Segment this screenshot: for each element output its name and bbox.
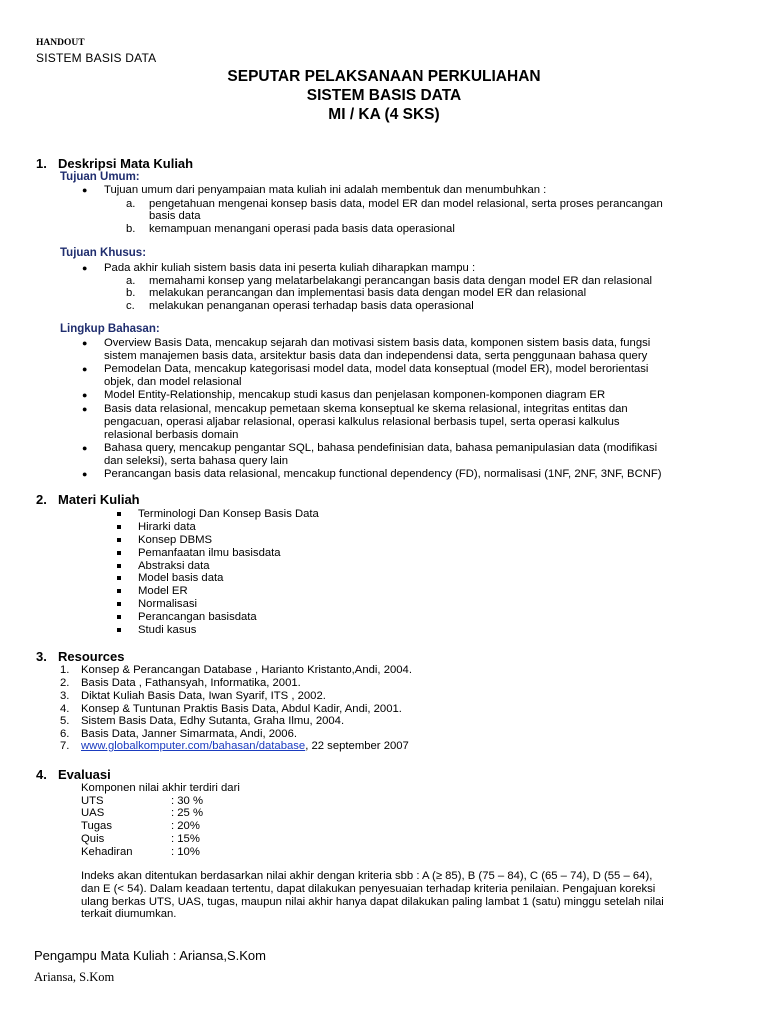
evaluasi-paragraph-line: ulang berkas UTS, UAS, tugas, maupun nilai akhir hanya dapat dilakukan paling lambat 1 (satu) minggu setelah nilai xyxy=(81,896,664,908)
resource-link-date: , 22 september 2007 xyxy=(305,740,409,752)
section-1-heading xyxy=(36,156,193,171)
doc-title-line2: SISTEM BASIS DATA xyxy=(306,87,462,104)
materi-item: Terminologi Dan Konsep Basis Data xyxy=(138,508,319,520)
bullet-icon: ● xyxy=(82,443,88,453)
resource-number: 3. xyxy=(60,690,70,702)
lingkup-item-line: Basis data relasional, mencakup pemetaan skema konseptual ke skema relasional, integritas entitas dan xyxy=(104,403,628,415)
bullet-icon: ● xyxy=(82,469,88,479)
khusus-item-text: melakukan penanganan operasi terhadap basis data operasional xyxy=(149,300,474,312)
resource-item: Konsep & Perancangan Database , Harianto Kristanto,Andi, 2004. xyxy=(81,664,412,676)
section-3-heading xyxy=(36,649,124,664)
lingkup-item-line: relasional berbasis domain xyxy=(104,429,239,441)
resource-item: Konsep & Tuntunan Praktis Basis Data, Abdul Kadir, Andi, 2001. xyxy=(81,703,402,715)
materi-item: Konsep DBMS xyxy=(138,534,213,546)
square-bullet-icon xyxy=(117,551,121,555)
evaluasi-label: UAS xyxy=(81,807,105,819)
resource-number: 1. xyxy=(60,664,70,676)
evaluasi-value: : 10% xyxy=(171,846,200,858)
bullet-icon: ● xyxy=(82,263,88,273)
evaluasi-value: : 25 % xyxy=(171,807,204,819)
square-bullet-icon xyxy=(117,564,121,568)
bullet-icon: ● xyxy=(82,185,88,195)
section-3-number: 3. xyxy=(36,649,47,664)
evaluasi-value: : 20% xyxy=(171,820,200,832)
resource-number: 6. xyxy=(60,728,70,740)
handout-label: HANDOUT xyxy=(36,38,85,48)
lingkup-item-line: dan seleksi), serta bahasa query lain xyxy=(104,455,288,467)
resource-item-link-row xyxy=(81,740,409,753)
materi-item: Normalisasi xyxy=(138,598,198,610)
bullet-icon: ● xyxy=(82,338,88,348)
section-2-number: 2. xyxy=(36,492,47,507)
evaluasi-paragraph-line: dan E (< 54). Dalam keadaan tertentu, dapat dilakukan penyesuaian terhadap kriteria penilaian. Pengajuan koreksi xyxy=(81,883,656,895)
umum-item-line: basis data xyxy=(149,210,201,222)
evaluasi-intro: Komponen nilai akhir terdiri dari xyxy=(81,782,240,794)
square-bullet-icon xyxy=(117,628,121,632)
square-bullet-icon xyxy=(117,512,121,516)
doc-title-line3: MI / KA (4 SKS) xyxy=(328,106,440,123)
materi-item: Perancangan basisdata xyxy=(138,611,257,623)
evaluasi-value: : 30 % xyxy=(171,795,204,807)
doc-title-line1: SEPUTAR PELAKSANAAN PERKULIAHAN xyxy=(227,68,541,85)
materi-item: Pemanfaatan ilmu basisdata xyxy=(138,547,281,559)
materi-item: Abstraksi data xyxy=(138,560,210,572)
bullet-icon: ● xyxy=(82,364,88,374)
evaluasi-label: Tugas xyxy=(81,820,112,832)
section-2-heading xyxy=(36,492,140,507)
section-4-number: 4. xyxy=(36,767,47,782)
umum-item-mark: a. xyxy=(126,198,136,210)
evaluasi-value: : 15% xyxy=(171,833,200,845)
footer-signature: Ariansa, S.Kom xyxy=(34,970,115,984)
lingkup-item-line: pengacuan, operasi aljabar relasional, operasi kalkulus relasional berbasis tupel, serta operasi kalkulus xyxy=(104,416,620,428)
lingkup-item-line: Model Entity-Relationship, mencakup studi kasus dan penjelasan komponen-komponen diagram ER xyxy=(104,389,606,401)
lingkup-item-line: objek, dan model relasional xyxy=(104,376,242,388)
umum-item-line: pengetahuan mengenai konsep basis data, model ER dan model relasional, serta proses perancangan xyxy=(149,198,663,210)
tujuan-umum-label: Tujuan Umum: xyxy=(60,171,140,183)
pengampu-line: Pengampu Mata Kuliah : Ariansa,S.Kom xyxy=(34,948,266,963)
resource-number: 4. xyxy=(60,703,70,715)
tujuan-umum-text: Tujuan umum dari penyampaian mata kuliah ini adalah membentuk dan menumbuhkan : xyxy=(104,184,547,196)
resource-number: 7. xyxy=(60,740,70,752)
section-4-heading xyxy=(36,767,111,782)
header-course: SISTEM BASIS DATA xyxy=(36,51,157,65)
evaluasi-label: Kehadiran xyxy=(81,846,133,858)
bullet-icon: ● xyxy=(82,404,88,414)
resource-item: Basis Data , Fathansyah, Informatika, 2001. xyxy=(81,677,301,689)
tujuan-khusus-text: Pada akhir kuliah sistem basis data ini peserta kuliah diharapkan mampu : xyxy=(104,262,476,274)
section-1-title: Deskripsi Mata Kuliah xyxy=(58,156,194,171)
evaluasi-paragraph-line: Indeks akan ditentukan berdasarkan nilai akhir dengan kriteria sbb : A (≥ 85), B (75 – 84), C (65 – 74), D (55 – 64), xyxy=(81,870,653,882)
materi-item: Model basis data xyxy=(138,572,224,584)
materi-item: Hirarki data xyxy=(138,521,196,533)
umum-item-line: kemampuan menangani operasi pada basis data operasional xyxy=(149,223,455,235)
evaluasi-paragraph-line: terkait diumumkan. xyxy=(81,908,177,920)
resource-number: 5. xyxy=(60,715,70,727)
khusus-item-mark: c. xyxy=(126,300,135,312)
lingkup-item-line: sistem manajemen basis data, arsitektur basis data dan independensi data, serta penggunaan bahasa query xyxy=(104,350,648,362)
khusus-item-mark: b. xyxy=(126,287,136,299)
materi-item: Model ER xyxy=(138,585,188,597)
tujuan-khusus-label: Tujuan Khusus: xyxy=(60,247,147,259)
resource-item: Basis Data, Janner Simarmata, Andi, 2006. xyxy=(81,728,298,740)
resource-link[interactable]: www.globalkomputer.com/bahasan/database xyxy=(81,740,306,752)
square-bullet-icon xyxy=(117,576,121,580)
bullet-icon: ● xyxy=(82,390,88,400)
resource-item: Diktat Kuliah Basis Data, Iwan Syarif, ITS , 2002. xyxy=(81,690,326,702)
section-2-title: Materi Kuliah xyxy=(58,492,140,507)
lingkup-item-line: Perancangan basis data relasional, mencakup functional dependency (FD), normalisasi (1NF, 2NF, 3NF, BCNF) xyxy=(104,468,662,480)
square-bullet-icon xyxy=(117,525,121,529)
evaluasi-label: UTS xyxy=(81,795,104,807)
khusus-item-text: melakukan perancangan dan implementasi basis data dengan model ER dan relasional xyxy=(149,287,587,299)
section-4-title: Evaluasi xyxy=(58,767,111,782)
evaluasi-label: Quis xyxy=(81,833,105,845)
resource-item: Sistem Basis Data, Edhy Sutanta, Graha Ilmu, 2004. xyxy=(81,715,345,727)
khusus-item-text: memahami konsep yang melatarbelakangi perancangan basis data dengan model ER dan relasional xyxy=(149,275,653,287)
square-bullet-icon xyxy=(117,538,121,542)
lingkup-item-line: Pemodelan Data, mencakup kategorisasi model data, model data konseptual (model ER), model berorientasi xyxy=(104,363,649,375)
khusus-item-mark: a. xyxy=(126,275,136,287)
square-bullet-icon xyxy=(117,589,121,593)
materi-item: Studi kasus xyxy=(138,624,197,636)
lingkup-item-line: Bahasa query, mencakup pengantar SQL, bahasa pendefinisian data, bahasa pemanipulasian data (modifikasi xyxy=(104,442,658,454)
resource-number: 2. xyxy=(60,677,70,689)
umum-item-mark: b. xyxy=(126,223,136,235)
section-1-number: 1. xyxy=(36,156,47,171)
section-3-title: Resources xyxy=(58,649,125,664)
square-bullet-icon xyxy=(117,615,121,619)
lingkup-item-line: Overview Basis Data, mencakup sejarah dan motivasi sistem basis data, komponen sistem basis data, fungsi xyxy=(104,337,651,349)
square-bullet-icon xyxy=(117,602,121,606)
lingkup-bahasan-label: Lingkup Bahasan: xyxy=(60,323,160,335)
